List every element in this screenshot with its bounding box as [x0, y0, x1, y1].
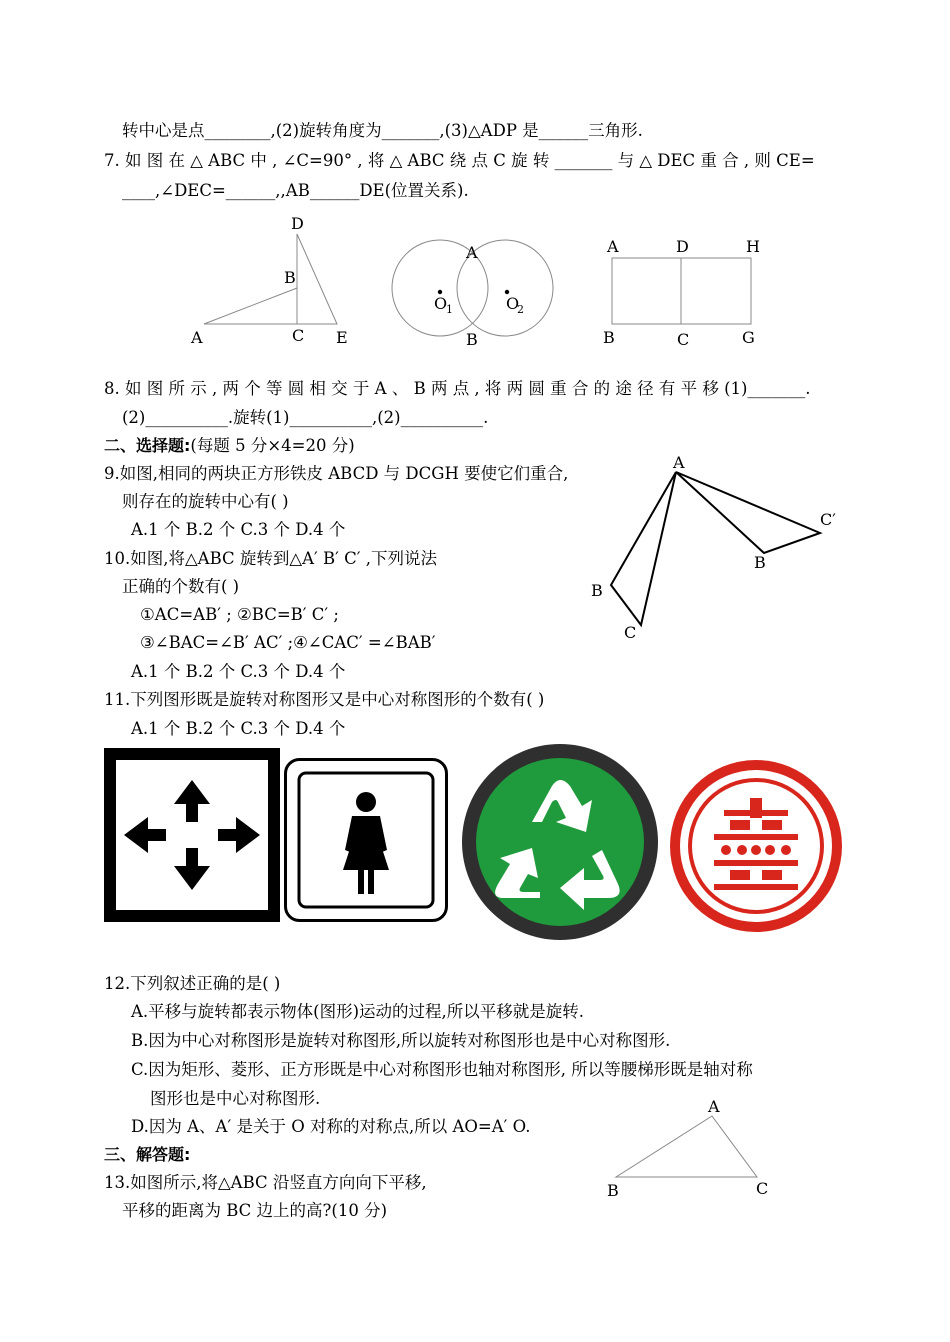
label-O1: O [434, 294, 448, 313]
q12-option-c-cont: 图形也是中心对称图形. [150, 1089, 321, 1108]
q11-options: A.1 个 B.2 个 C.3 个 D.4 个 [131, 719, 346, 738]
label-E: E [336, 328, 348, 347]
label-O1-subscript: 1 [446, 303, 453, 316]
label-B: B [466, 330, 478, 349]
q11-text: 11.下列图形既是旋转对称图形又是中心对称图形的个数有( ) [104, 690, 545, 709]
q12-option-a: A.平移与旋转都表示物体(图形)运动的过程,所以平移就是旋转. [131, 1002, 585, 1021]
label-B-prime: B [754, 553, 766, 572]
label-O2: O [506, 294, 520, 313]
q13-text: 13.如图所示,将△ABC 沿竖直方向向下平移, [104, 1173, 427, 1192]
section-3-title: 三、解答题: [104, 1145, 191, 1164]
label-A: A [673, 453, 685, 472]
label-A: A [607, 237, 619, 256]
label-B: B [591, 581, 603, 600]
q9-text: 9.如图,相同的两块正方形铁皮 ABCD 与 DCGH 要使它们重合, [104, 464, 569, 483]
label-D: D [291, 214, 304, 233]
q10-options: A.1 个 B.2 个 C.3 个 D.4 个 [131, 662, 346, 681]
label-B: B [284, 268, 296, 287]
q10-statement-1-2: ①AC=AB′ ; ②BC=B′ C′ ; [140, 605, 339, 624]
q12-text: 12.下列叙述正确的是( ) [104, 974, 281, 993]
q10-text-cont: 正确的个数有( ) [122, 577, 240, 596]
triangle-abc-13 [616, 1116, 757, 1177]
label-C: C [677, 330, 690, 349]
q8-text: 8. 如 图 所 示 , 两 个 等 圆 相 交 于 A 、 B 两 点 , 将 两 圆 重 合 的 途 径 有 平 移 (1)_______. [104, 379, 811, 398]
label-H: H [746, 237, 760, 256]
label-C: C [624, 623, 637, 642]
q10-text: 10.如图,将△ABC 旋转到△A′ B′ C′ ,下列说法 [104, 549, 437, 568]
q9-options: A.1 个 B.2 个 C.3 个 D.4 个 [131, 520, 346, 539]
label-O2-subscript: 2 [517, 303, 524, 316]
label-A: A [708, 1097, 720, 1116]
section-2-note: (每题 5 分×4=20 分) [190, 436, 355, 455]
section-2-title: 二、选择题: [104, 436, 191, 455]
q12-option-d: D.因为 A、A′ 是关于 O 对称的对称点,所以 AO=A′ O. [131, 1117, 531, 1136]
q9-text-cont: 则存在的旋转中心有( ) [122, 492, 289, 511]
label-B: B [603, 328, 615, 347]
label-C: C [292, 326, 305, 345]
label-A: A [466, 243, 478, 262]
q13-text-cont: 平移的距离为 BC 边上的高?(10 分) [122, 1201, 388, 1220]
q7-text-cont: ____,∠DEC=______,,AB______DE(位置关系). [122, 181, 469, 200]
q12-option-b: B.因为中心对称图形是旋转对称图形,所以旋转对称图形也是中心对称图形. [131, 1031, 671, 1050]
label-A: A [191, 328, 203, 347]
label-B: B [607, 1181, 619, 1200]
label-C: C [756, 1179, 769, 1198]
q12-option-c: C.因为矩形、菱形、正方形既是中心对称图形也轴对称图形, 所以等腰梯形既是轴对称 [131, 1060, 753, 1079]
label-D: D [676, 237, 689, 256]
q10-statement-3-4: ③∠BAC=∠B′ AC′ ;④∠CAC′ =∠BAB′ [140, 633, 436, 652]
q6-continuation: 转中心是点________,(2)旋转角度为_______,(3)△ADP 是______三角形. [122, 121, 643, 140]
label-C-prime: C′ [820, 510, 836, 529]
q7-text: 7. 如 图 在 △ ABC 中 , ∠C=90° , 将 △ ABC 绕 点 C 旋 转 _______ 与 △ DEC 重 合 , 则 CE= [104, 151, 815, 170]
q8-text-cont: (2)__________.旋转(1)__________,(2)__________. [122, 408, 489, 427]
label-G: G [742, 328, 755, 347]
